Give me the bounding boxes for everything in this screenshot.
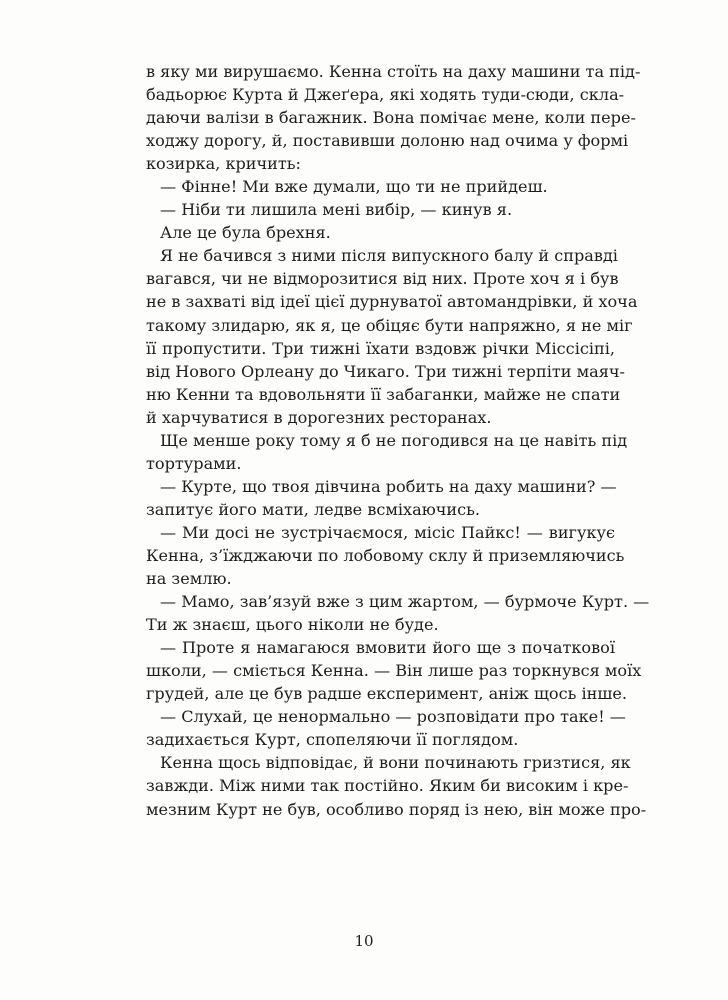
text-line: — Фінне! Ми вже думали, що ти не прийдеш. (160, 177, 548, 197)
paragraph (146, 751, 647, 820)
text-line: козирка, кричить: (146, 154, 301, 174)
text-line: даючи валізи в багажник. Вона помічає мене, коли пере- (146, 108, 636, 128)
text-line: бадьорює Курта й Джеґера, які ходять туди-сюди, скла- (146, 85, 625, 105)
paragraph (146, 521, 625, 590)
text-line: запитує його мати, ледве всміхаючись. (146, 499, 480, 519)
paragraph (146, 175, 615, 198)
paragraph (146, 590, 650, 636)
text-line: — Мамо, зав’язуй вже з цим жартом, — бурмоче Курт. — (160, 592, 650, 612)
text-line: її пропустити. Три тижні їхати вздовж річки Міссісіпі, (146, 338, 615, 358)
paragraph (146, 636, 642, 705)
text-line: мезним Курт не був, особливо поряд із нею, він може про- (146, 799, 647, 819)
paragraph (146, 221, 615, 244)
text-line: не в захваті від ідеї цієї дурнуватої автомандрівки, й хоча (146, 292, 638, 312)
text-line: Ще менше року тому я б не погодився на це навіть під (160, 430, 628, 450)
page-number: 10 (354, 932, 374, 950)
text-line: школи, — сміється Кенна. — Він лише раз торкнувся моїх (146, 661, 642, 681)
text-line: на землю. (146, 569, 232, 589)
text-line: ходжу дорогу, й, поставивши долоню над очима у формі (146, 131, 629, 151)
text-line: — Ми досі не зустрічаємося, місіс Пайкс! — вигукує (160, 522, 615, 542)
text-line: вагався, чи не відморозитися від них. Проте хоч я і був (146, 269, 619, 289)
text-line: Але це була брехня. (160, 223, 331, 243)
text-line: завжди. Між ними так постійно. Яким би високим і кре- (146, 776, 629, 796)
page-body (146, 60, 650, 821)
text-line: в яку ми вирушаємо. Кенна стоїть на даху машини та під- (146, 62, 641, 81)
text-line: задихається Курт, спопеляючи її поглядом. (146, 730, 519, 750)
text-line: — Слухай, це ненормально — розповідати про таке! — (160, 707, 626, 727)
text-line: тортурами. (146, 453, 242, 473)
text-line: грудей, але це був радше експеримент, аніж щось інше. (146, 684, 627, 704)
paragraph (146, 429, 628, 475)
text-line: — Ніби ти лишила мені вибір, — кинув я. (160, 200, 513, 220)
text-line: від Нового Орлеану до Чикаго. Три тижні терпіти маяч- (146, 361, 625, 381)
text-line: Ти ж знаєш, цього ніколи не буде. (146, 615, 439, 635)
paragraph (146, 60, 641, 175)
text-line: й харчуватися в дорогезних ресторанах. (146, 407, 492, 427)
text-line: Кенна, з’їжджаючи по лобовому склу й приземляючись (146, 545, 625, 565)
paragraph (146, 198, 615, 221)
text-line: Кенна щось відповідає, й вони починають гризтися, як (160, 753, 631, 773)
text-line: такому злидарю, як я, це обіцяє бути напряжно, я не міг (146, 315, 633, 335)
paragraph (146, 244, 638, 428)
text-line: Я не бачився з ними після випускного балу й справді (160, 246, 618, 266)
paragraph (146, 705, 626, 751)
text-line: — Проте я намагаюся вмовити його ще з початкової (160, 638, 615, 658)
paragraph (146, 475, 615, 521)
text-line: ню Кенни та вдовольняти її забаганки, майже не спати (146, 384, 621, 404)
text-line: — Курте, що твоя дівчина робить на даху машини? — (160, 476, 617, 496)
